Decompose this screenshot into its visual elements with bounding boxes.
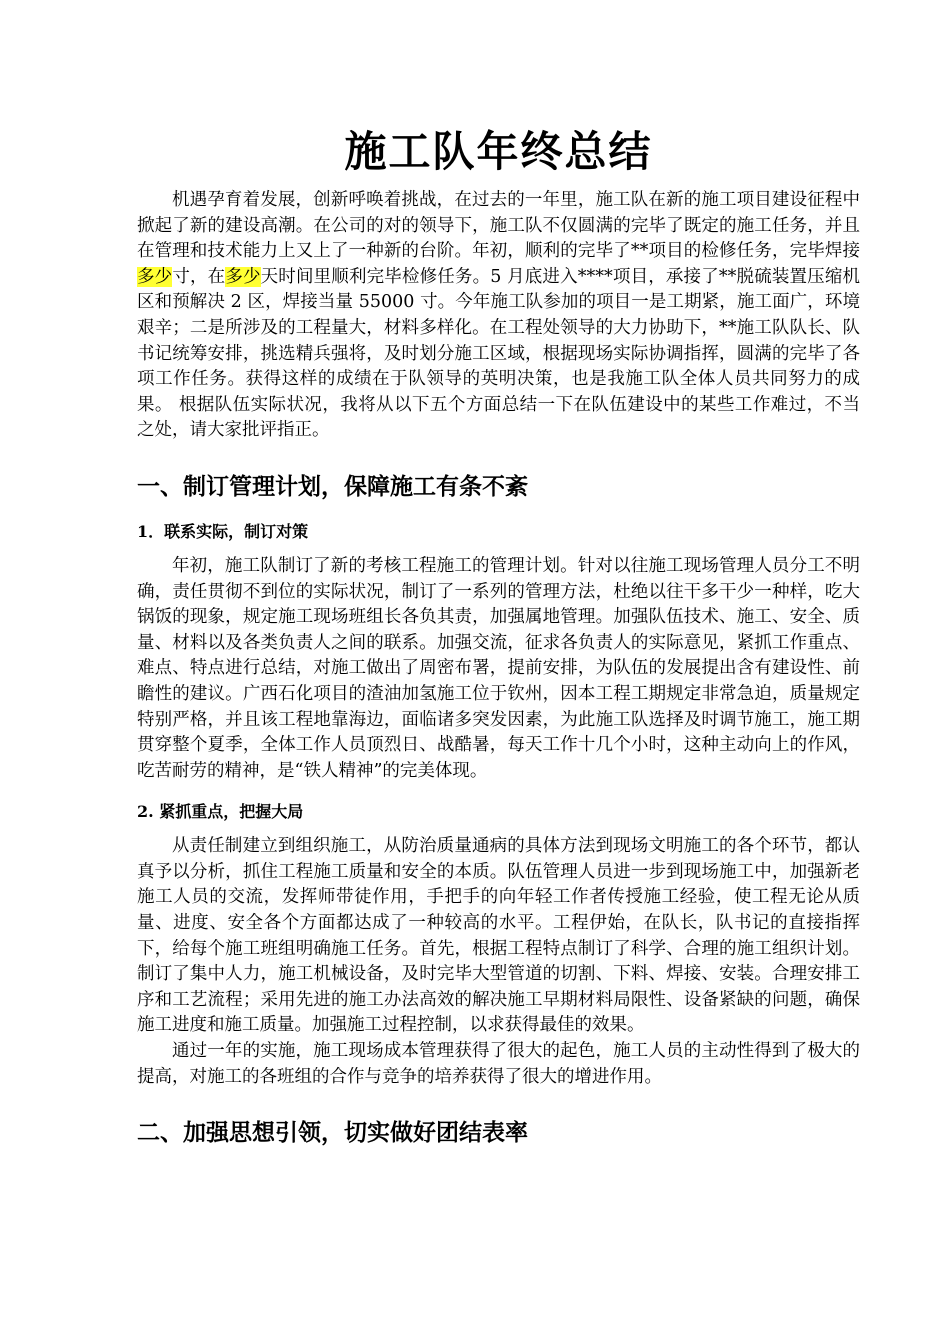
section-2-heading: 二、加强思想引领，切实做好团结表率 [137,1120,528,1147]
section-1-heading: 一、制订管理计划，保障施工有条不紊 [137,473,528,500]
intro-paragraph [137,188,860,444]
subsection-1-heading: 1．联系实际，制订对策 [137,521,309,541]
intro-text-1: 机遇孕育着发展，创新呼唤着挑战，在过去的一年里，施工队在新的施工项目建设征程中掀起了新的建设高潮。在公司的对的领导下，施工队不仅圆满的完毕了既定的施工任务，并且在管理和技术能力上又上了一种新的台阶。年初，顺利的完毕了**项目的检修任务，完毕焊接 [137,190,860,262]
subsection-2-heading: 2. 紧抓重点，把握大局 [137,802,304,822]
subsection-1-paragraph: 年初，施工队制订了新的考核工程施工的管理计划。针对以往施工现场管理人员分工不明确，责任贯彻不到位的实际状况，制订了一系列的管理方法，杜绝以往干多干少一种样，吃大锅饭的现象，规定施工现场班组长各负其责，加强属地管理。加强队伍技术、施工、安全、质量、材料以及各类负责人之间的联系。加强交流，征求各负责人的实际意见，紧抓工作重点、难点、特点进行总结，对施工做出了周密布署，提前安排，为队伍的发展提出含有建设性、前瞻性的建议。广西石化项目的渣油加氢施工位于钦州，因本工程工期规定非常急迫，质量规定特别严格，并且该工程地靠海边，面临诸多突发因素，为此施工队选择及时调节施工，施工期贯穿整个夏季，全体工作人员顶烈日、战酷暑，每天工作十几个小时，这种主动向上的作风，吃苦耐劳的精神，是“铁人精神”的完美体现。 [137,555,860,781]
subsection-2-paragraph-2: 通过一年的实施，施工现场成本管理获得了很大的起色，施工人员的主动性得到了极大的提高，对施工的各班组的合作与竞争的培养获得了很大的增进作用。 [137,1041,860,1087]
intro-text-3: 天时间里顺利完毕检修任务。5 月底进入****项目，承接了**脱硫装置压缩机区和预解决 2 区，焊接当量 55000 寸。今年施工队参加的项目一是工期紧，施工面广，环境艰辛；二是所涉及的工程量大，材料多样化。在工程处领导的大力协助下，**施工队队长、队书记统筹安排，挑选精兵强将，及时划分施工区域，根据现场实际协调指挥，圆满的完毕了各项工作任务。获得这样的成绩在于队领导的英明决策，也是我施工队全体人员共同努力的成果。 根据队伍实际状况，我将从以下五个方面总结一下在队伍建设中的某些工作难过，不当之处，请大家批评指正。 [137,266,861,441]
highlighted-text: 多少 [225,266,261,287]
intro-text-2: 寸，在 [172,266,226,287]
highlighted-text: 多少 [137,266,173,287]
page-title: 施工队年终总结 [344,127,653,176]
subsection-2-paragraph-1: 从责任制建立到组织施工，从防治质量通病的具体方法到现场文明施工的各个环节，都认真予以分析，抓住工程施工质量和安全的本质。队伍管理人员进一步到现场施工中，加强新老施工人员的交流，发挥师带徒作用，手把手的向年轻工作者传授施工经验，使工程无论从质量、进度、安全各个方面都达成了一种较高的水平。工程伊始，在队长，队书记的直接指挥下，给每个施工班组明确施工任务。首先，根据工程特点制订了科学、合理的施工组织计划。制订了集中人力，施工机械设备，及时完毕大型管道的切割、下料、焊接、安装。合理安排工序和工艺流程；采用先进的施工办法高效的解决施工早期材料局限性、设备紧缺的问题，确保施工进度和施工质量。加强施工过程控制，以求获得最佳的效果。 [137,836,860,1036]
document-content [137,120,860,1162]
